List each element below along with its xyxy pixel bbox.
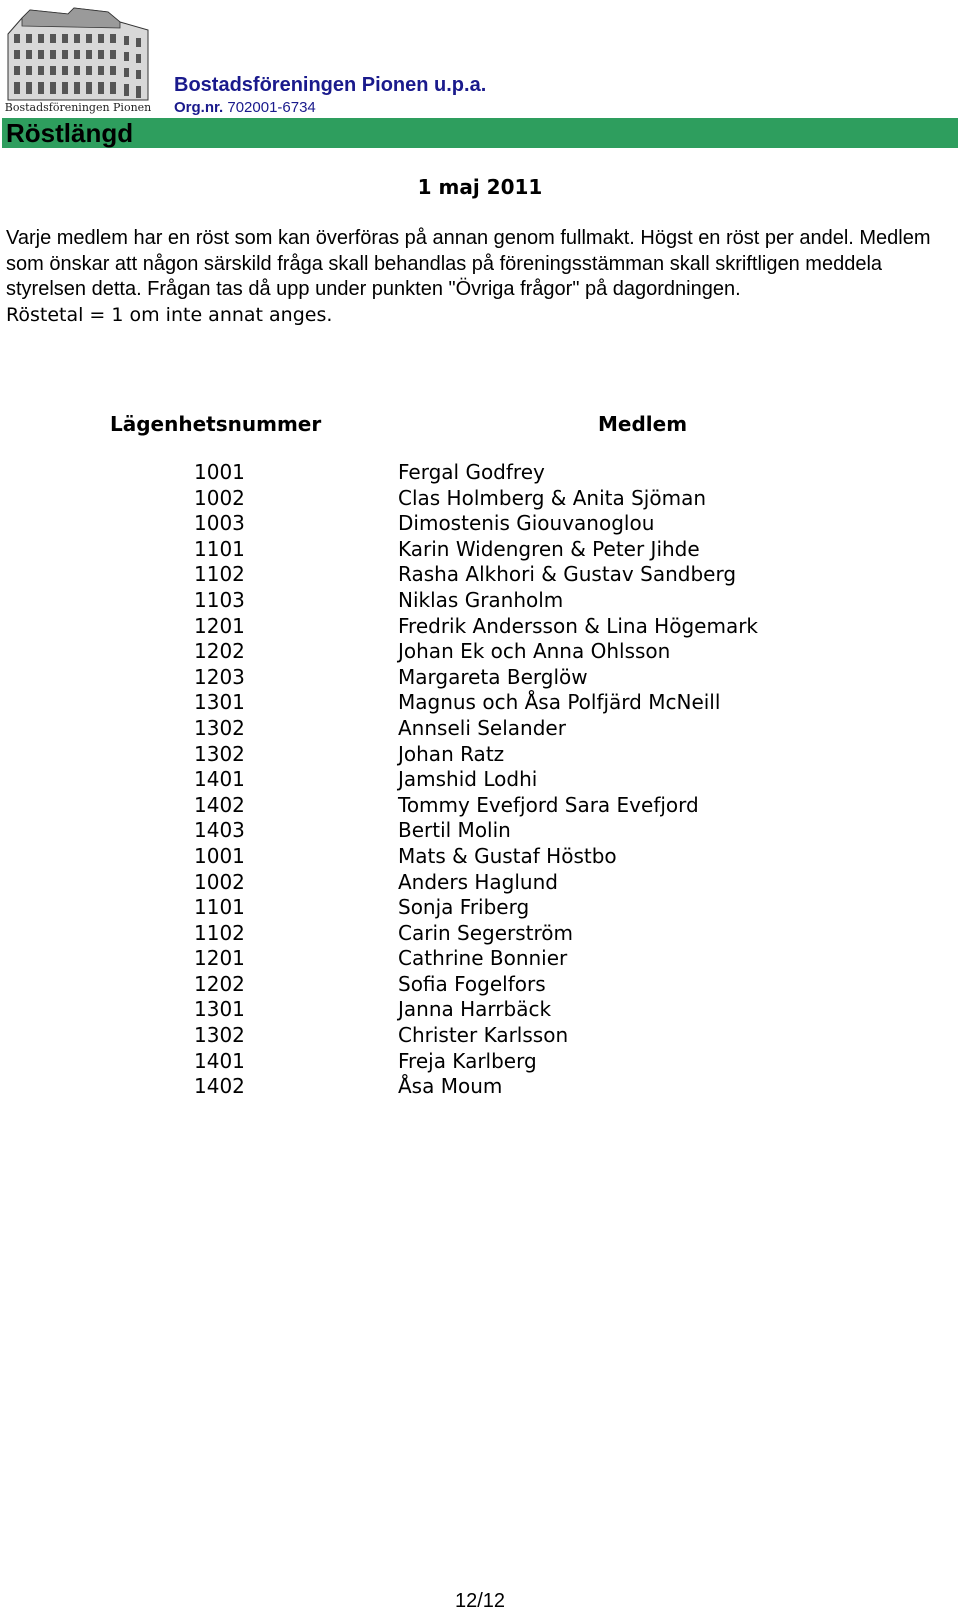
org-number-value: 702001-6734: [227, 99, 316, 116]
apartment-number: 1201: [194, 613, 245, 638]
apartment-number: 1103: [194, 587, 245, 612]
apartment-number: 1202: [194, 639, 245, 664]
member-name: Magnus och Åsa Polfjärd McNeill: [398, 690, 721, 715]
apartment-number: 1202: [194, 971, 245, 996]
member-name: Christer Karlsson: [398, 1023, 569, 1048]
apartment-number: 1002: [194, 485, 245, 510]
page-number: 12/12: [454, 1590, 506, 1612]
member-name: Carin Segerström: [398, 920, 574, 945]
member-table: [0, 460, 960, 1100]
table-row: [0, 1023, 960, 1049]
intro-paragraph: Varje medlem har en röst som kan överföras på annan genom fullmakt. Högst en röst per andel. Medlem som önskar att någon särskild fråga skall behandlas på föreningsstämman skall skriftligen meddela styrelsen detta. Frågan tas då upp under punkten "Övriga frågor" på dagordningen.: [6, 227, 931, 301]
member-name: Annseli Selander: [398, 715, 566, 740]
apartment-number: 1102: [194, 562, 245, 587]
apartment-number: 1302: [194, 715, 245, 740]
apartment-number: 1101: [194, 536, 245, 561]
table-row: [0, 742, 960, 768]
table-row: [0, 997, 960, 1023]
table-row: [0, 460, 960, 486]
table-row: [0, 1049, 960, 1075]
table-row: [0, 537, 960, 563]
table-row: [0, 844, 960, 870]
member-name: Karin Widengren & Peter Jihde: [398, 536, 700, 561]
apartment-number: 1302: [194, 741, 245, 766]
table-row: [0, 614, 960, 640]
member-name: Tommy Evefjord Sara Evefjord: [398, 792, 699, 817]
member-name: Fergal Godfrey: [398, 460, 545, 484]
member-name: Johan Ek och Anna Ohlsson: [398, 639, 671, 664]
apartment-number: 1001: [194, 460, 245, 484]
member-name: Fredrik Andersson & Lina Högemark: [398, 613, 758, 638]
table-row: [0, 767, 960, 793]
table-row: [0, 716, 960, 742]
apartment-number: 1003: [194, 511, 245, 536]
voting-note: Röstetal = 1 om inte annat anges.: [6, 303, 333, 326]
org-number: [174, 99, 316, 116]
apartment-number: 1002: [194, 869, 245, 894]
member-name: Mats & Gustaf Höstbo: [398, 843, 617, 868]
column-header-member: Medlem: [598, 412, 688, 436]
apartment-number: 1401: [194, 767, 245, 792]
table-row: [0, 486, 960, 512]
member-name: Rasha Alkhori & Gustav Sandberg: [398, 562, 737, 587]
table-row: [0, 895, 960, 921]
member-name: Margareta Berglöw: [398, 664, 588, 689]
table-row: [0, 818, 960, 844]
column-header-apartment: Lägenhetsnummer: [110, 412, 322, 436]
table-row: [0, 793, 960, 819]
org-number-label: Org.nr.: [174, 99, 224, 116]
apartment-number: 1301: [194, 997, 245, 1022]
apartment-number: 1201: [194, 946, 245, 971]
apartment-number: 1001: [194, 843, 245, 868]
org-name: Bostadsföreningen Pionen u.p.a.: [174, 74, 487, 96]
member-name: Sofia Fogelfors: [398, 971, 546, 996]
table-row: [0, 639, 960, 665]
table-row: [0, 588, 960, 614]
member-name: Clas Holmberg & Anita Sjöman: [398, 485, 707, 510]
apartment-number: 1401: [194, 1048, 245, 1073]
member-name: Anders Haglund: [398, 869, 558, 894]
intro-text: [6, 226, 954, 328]
table-row: [0, 690, 960, 716]
apartment-number: 1402: [194, 792, 245, 817]
member-name: Johan Ratz: [398, 741, 505, 766]
apartment-number: 1101: [194, 895, 245, 920]
table-row: [0, 972, 960, 998]
table-row: [0, 1074, 960, 1100]
apartment-number: 1403: [194, 818, 245, 843]
member-name: Dimostenis Giouvanoglou: [398, 511, 655, 536]
title-bar: [2, 118, 958, 148]
apartment-number: 1301: [194, 690, 245, 715]
table-row: [0, 562, 960, 588]
member-name: Sonja Friberg: [398, 895, 530, 920]
member-name: Bertil Molin: [398, 818, 511, 843]
table-row: [0, 511, 960, 537]
apartment-number: 1302: [194, 1023, 245, 1048]
member-name: Åsa Moum: [398, 1074, 503, 1099]
member-name: Freja Karlberg: [398, 1048, 537, 1073]
logo-caption: Bostadsföreningen Pionen: [4, 101, 152, 114]
table-row: [0, 870, 960, 896]
meeting-date: 1 maj 2011: [417, 175, 543, 199]
member-name: Cathrine Bonnier: [398, 946, 568, 971]
apartment-number: 1102: [194, 920, 245, 945]
apartment-number: 1402: [194, 1074, 245, 1099]
member-name: Janna Harrbäck: [398, 997, 552, 1022]
apartment-number: 1203: [194, 664, 245, 689]
building-logo: [4, 4, 152, 115]
page-title: Röstlängd: [6, 118, 134, 148]
table-row: [0, 921, 960, 947]
table-row: [0, 946, 960, 972]
member-name: Jamshid Lodhi: [398, 767, 538, 792]
table-row: [0, 665, 960, 691]
member-name: Niklas Granholm: [398, 587, 564, 612]
